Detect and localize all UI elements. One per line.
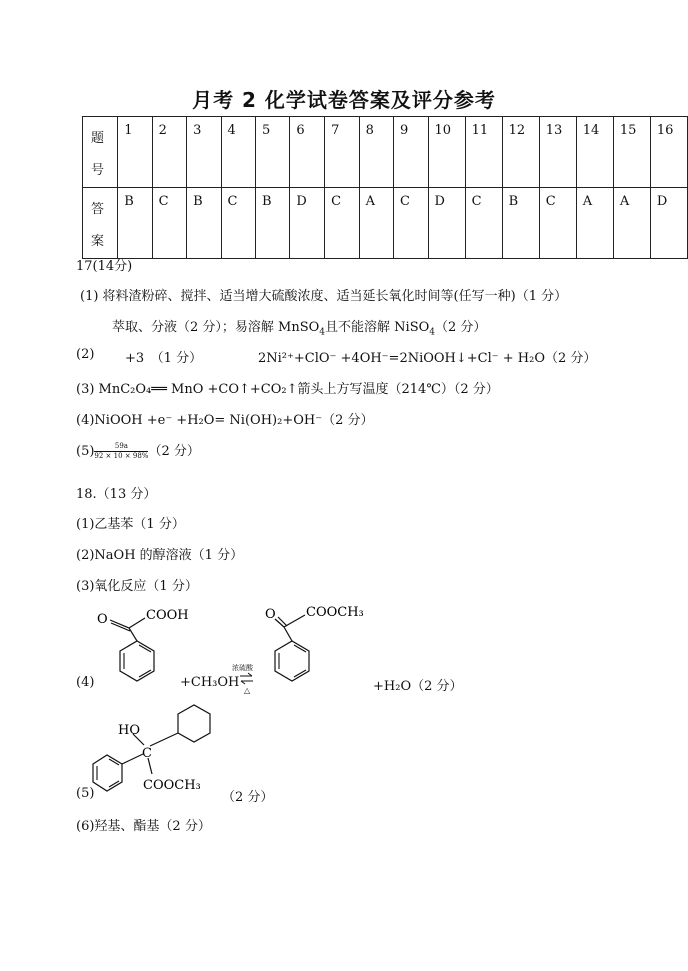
water-product: +H₂O（2 分） xyxy=(373,679,463,694)
table-cell-number: 4 xyxy=(221,117,256,188)
q18-part6: (6)羟基、酯基（2 分） xyxy=(76,819,211,834)
q17-part3: (3) MnC₂O₄══ MnO +CO↑+CO₂↑箭头上方写温度（214℃）（2 分） xyxy=(76,382,499,397)
benzene-ring xyxy=(120,641,154,681)
table-cell-number: 2 xyxy=(152,117,187,188)
ester-label: COOCH₃ xyxy=(306,605,364,620)
table-cell-answer: B xyxy=(502,188,539,259)
q18-part2: (2)NaOH 的醇溶液（1 分） xyxy=(76,548,244,563)
hydroxy-ester-structure xyxy=(88,702,238,802)
row-header-number: 题号 xyxy=(83,117,118,188)
q17-part5: (5) $\frac{59a}{92 \times 10 \times 98\%}$ （2 分） xyxy=(76,442,200,460)
table-cell-number: 10 xyxy=(428,117,465,188)
quaternary-carbon-label: C xyxy=(142,746,152,761)
table-cell-number: 6 xyxy=(290,117,325,188)
table-cell-answer: A xyxy=(576,188,613,259)
carbonyl-o-label: O xyxy=(97,612,108,627)
methyl-phenylglyoxylate-structure xyxy=(255,595,385,690)
table-cell-answer: A xyxy=(613,188,650,259)
carboxyl-label: COOH xyxy=(146,608,189,623)
table-cell-number: 1 xyxy=(118,117,152,188)
table-cell-number: 13 xyxy=(539,117,576,188)
table-cell-answer: B xyxy=(187,188,221,259)
q18-part5-score: （2 分） xyxy=(222,790,274,805)
q17-part2-label: (2) xyxy=(76,347,95,362)
fraction-expression: $\frac{59a}{92 \times 10 \times 98\%}$ xyxy=(94,442,149,460)
q17-part4: (4)NiOOH +e⁻ +H₂O= Ni(OH)₂+OH⁻（2 分） xyxy=(76,413,374,428)
answer-table xyxy=(82,116,688,259)
table-cell-number: 16 xyxy=(650,117,687,188)
table-cell-answer: D xyxy=(428,188,465,259)
q18-heading: 18.（13 分） xyxy=(76,487,157,502)
table-cell-answer: B xyxy=(118,188,152,259)
table-cell-number: 5 xyxy=(256,117,290,188)
table-cell-answer: C xyxy=(152,188,187,259)
table-cell-number: 3 xyxy=(187,117,221,188)
q17-part1-line2: 萃取、分液（2 分）；易溶解 MnSO$_4$且不能溶解 NiSO$_4$（2 分） xyxy=(112,320,487,338)
table-cell-answer: D xyxy=(290,188,325,259)
table-cell-answer: A xyxy=(359,188,393,259)
row-header-answer: 答案 xyxy=(83,188,118,259)
q17-heading: 17(14分) xyxy=(76,259,133,274)
catalyst-label: 浓硫酸 xyxy=(232,664,253,672)
table-cell-answer: C xyxy=(221,188,256,259)
table-cell-number: 7 xyxy=(325,117,360,188)
table-cell-number: 11 xyxy=(465,117,502,188)
q18-part4-label: (4) xyxy=(76,675,95,690)
benzene-ring xyxy=(275,641,309,681)
table-cell-number: 9 xyxy=(393,117,428,188)
table-row-answers xyxy=(83,188,688,259)
table-cell-number: 14 xyxy=(576,117,613,188)
carbonyl-o-label: O xyxy=(265,607,276,622)
table-cell-answer: C xyxy=(539,188,576,259)
q18-part3: (3)氧化反应（1 分） xyxy=(76,579,198,594)
heat-symbol: △ xyxy=(244,686,251,695)
table-cell-number: 12 xyxy=(502,117,539,188)
q17-part2-equation: 2Ni²⁺+ClO⁻ +4OH⁻=2NiOOH↓+Cl⁻ + H₂O（2 分） xyxy=(258,351,597,366)
table-cell-answer: C xyxy=(393,188,428,259)
q17-part2-value: +3 （1 分） xyxy=(125,351,203,366)
hydroxyl-label: HO xyxy=(118,723,140,738)
table-cell-answer: B xyxy=(256,188,290,259)
q18-part1: (1)乙基苯（1 分） xyxy=(76,517,185,532)
table-cell-answer: C xyxy=(465,188,502,259)
table-cell-answer: C xyxy=(325,188,360,259)
table-row-numbers xyxy=(83,117,688,188)
page-title: 月考 2 化学试卷答案及评分参考 xyxy=(192,88,496,112)
q18-part5-label: (5) xyxy=(76,786,95,801)
ester-label: COOCH₃ xyxy=(143,778,201,793)
methanol-reagent: +CH₃OH xyxy=(180,675,240,690)
table-cell-answer: D xyxy=(650,188,687,259)
table-cell-number: 15 xyxy=(613,117,650,188)
table-cell-number: 8 xyxy=(359,117,393,188)
cyclohexane-ring xyxy=(178,705,210,742)
equilibrium-arrow-icon xyxy=(238,672,256,686)
q17-part1-line1: (1) 将料渣粉碎、搅拌、适当增大硫酸浓度、适当延长氧化时间等(任写一种)（1 分） xyxy=(80,289,568,304)
